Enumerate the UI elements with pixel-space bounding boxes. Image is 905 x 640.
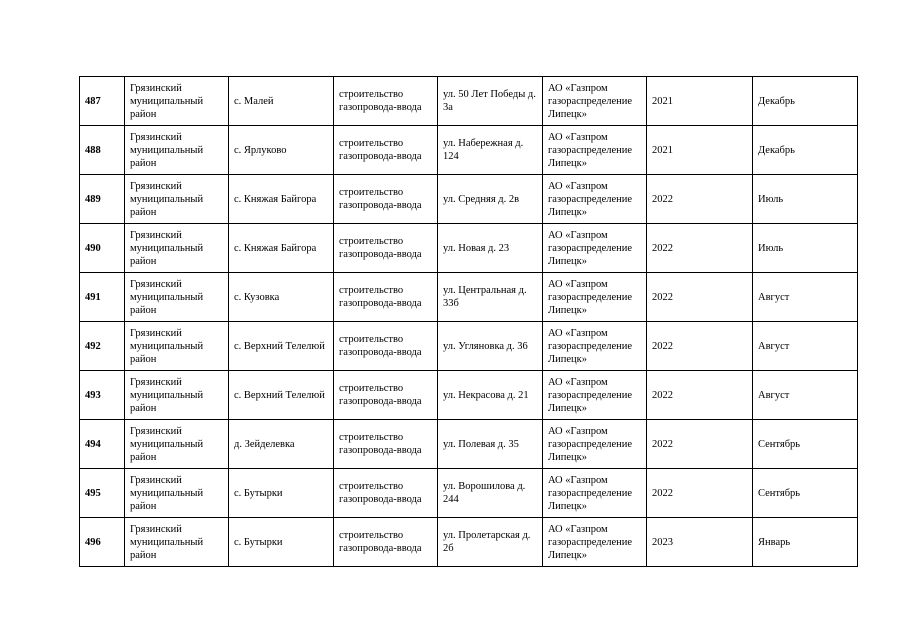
settlement-cell: с. Ярлуково <box>229 126 334 175</box>
month-cell: Июль <box>753 175 858 224</box>
row-number-cell: 492 <box>80 322 125 371</box>
company-cell: АО «Газпром газораспределение Липецк» <box>543 77 647 126</box>
settlement-cell: с. Кузовка <box>229 273 334 322</box>
address-cell: ул. Средняя д. 2в <box>438 175 543 224</box>
settlement-cell: д. Зейделевка <box>229 420 334 469</box>
work-type-cell: строительство газопровода-ввода <box>334 469 438 518</box>
month-cell: Сентябрь <box>753 469 858 518</box>
address-cell: ул. Некрасова д. 21 <box>438 371 543 420</box>
district-cell: Грязинский муниципальный район <box>125 175 229 224</box>
address-cell: ул. 50 Лет Победы д. 3а <box>438 77 543 126</box>
settlement-cell: с. Верхний Телелюй <box>229 322 334 371</box>
address-cell: ул. Пролетарская д. 2б <box>438 518 543 567</box>
district-cell: Грязинский муниципальный район <box>125 518 229 567</box>
month-cell: Август <box>753 371 858 420</box>
address-cell: ул. Центральная д. 33б <box>438 273 543 322</box>
year-cell: 2022 <box>647 273 753 322</box>
work-type-cell: строительство газопровода-ввода <box>334 175 438 224</box>
month-cell: Январь <box>753 518 858 567</box>
company-cell: АО «Газпром газораспределение Липецк» <box>543 420 647 469</box>
table-row <box>80 469 858 518</box>
district-cell: Грязинский муниципальный район <box>125 224 229 273</box>
year-cell: 2022 <box>647 420 753 469</box>
row-number-cell: 488 <box>80 126 125 175</box>
company-cell: АО «Газпром газораспределение Липецк» <box>543 273 647 322</box>
company-cell: АО «Газпром газораспределение Липецк» <box>543 175 647 224</box>
settlement-cell: с. Княжая Байгора <box>229 175 334 224</box>
row-number-cell: 495 <box>80 469 125 518</box>
table-row <box>80 518 858 567</box>
month-cell: Декабрь <box>753 77 858 126</box>
gasification-table <box>79 76 858 567</box>
company-cell: АО «Газпром газораспределение Липецк» <box>543 518 647 567</box>
table-row <box>80 273 858 322</box>
district-cell: Грязинский муниципальный район <box>125 420 229 469</box>
table-row <box>80 175 858 224</box>
year-cell: 2022 <box>647 469 753 518</box>
row-number-cell: 487 <box>80 77 125 126</box>
table-row <box>80 77 858 126</box>
table-row <box>80 420 858 469</box>
address-cell: ул. Набережная д. 124 <box>438 126 543 175</box>
work-type-cell: строительство газопровода-ввода <box>334 371 438 420</box>
table-row <box>80 126 858 175</box>
year-cell: 2021 <box>647 126 753 175</box>
table-row <box>80 371 858 420</box>
row-number-cell: 493 <box>80 371 125 420</box>
year-cell: 2022 <box>647 175 753 224</box>
district-cell: Грязинский муниципальный район <box>125 371 229 420</box>
table-body <box>80 77 858 567</box>
work-type-cell: строительство газопровода-ввода <box>334 273 438 322</box>
year-cell: 2022 <box>647 371 753 420</box>
settlement-cell: с. Княжая Байгора <box>229 224 334 273</box>
work-type-cell: строительство газопровода-ввода <box>334 77 438 126</box>
row-number-cell: 490 <box>80 224 125 273</box>
company-cell: АО «Газпром газораспределение Липецк» <box>543 224 647 273</box>
district-cell: Грязинский муниципальный район <box>125 126 229 175</box>
work-type-cell: строительство газопровода-ввода <box>334 224 438 273</box>
year-cell: 2023 <box>647 518 753 567</box>
district-cell: Грязинский муниципальный район <box>125 77 229 126</box>
month-cell: Август <box>753 273 858 322</box>
table-row <box>80 322 858 371</box>
month-cell: Декабрь <box>753 126 858 175</box>
month-cell: Сентябрь <box>753 420 858 469</box>
company-cell: АО «Газпром газораспределение Липецк» <box>543 469 647 518</box>
address-cell: ул. Ворошилова д. 244 <box>438 469 543 518</box>
address-cell: ул. Новая д. 23 <box>438 224 543 273</box>
table-row <box>80 224 858 273</box>
work-type-cell: строительство газопровода-ввода <box>334 518 438 567</box>
work-type-cell: строительство газопровода-ввода <box>334 322 438 371</box>
district-cell: Грязинский муниципальный район <box>125 273 229 322</box>
settlement-cell: с. Малей <box>229 77 334 126</box>
company-cell: АО «Газпром газораспределение Липецк» <box>543 322 647 371</box>
settlement-cell: с. Бутырки <box>229 518 334 567</box>
row-number-cell: 496 <box>80 518 125 567</box>
work-type-cell: строительство газопровода-ввода <box>334 126 438 175</box>
settlement-cell: с. Верхний Телелюй <box>229 371 334 420</box>
row-number-cell: 491 <box>80 273 125 322</box>
row-number-cell: 489 <box>80 175 125 224</box>
settlement-cell: с. Бутырки <box>229 469 334 518</box>
row-number-cell: 494 <box>80 420 125 469</box>
month-cell: Июль <box>753 224 858 273</box>
district-cell: Грязинский муниципальный район <box>125 469 229 518</box>
year-cell: 2022 <box>647 322 753 371</box>
address-cell: ул. Угляновка д. 36 <box>438 322 543 371</box>
work-type-cell: строительство газопровода-ввода <box>334 420 438 469</box>
year-cell: 2022 <box>647 224 753 273</box>
address-cell: ул. Полевая д. 35 <box>438 420 543 469</box>
company-cell: АО «Газпром газораспределение Липецк» <box>543 126 647 175</box>
district-cell: Грязинский муниципальный район <box>125 322 229 371</box>
month-cell: Август <box>753 322 858 371</box>
company-cell: АО «Газпром газораспределение Липецк» <box>543 371 647 420</box>
year-cell: 2021 <box>647 77 753 126</box>
